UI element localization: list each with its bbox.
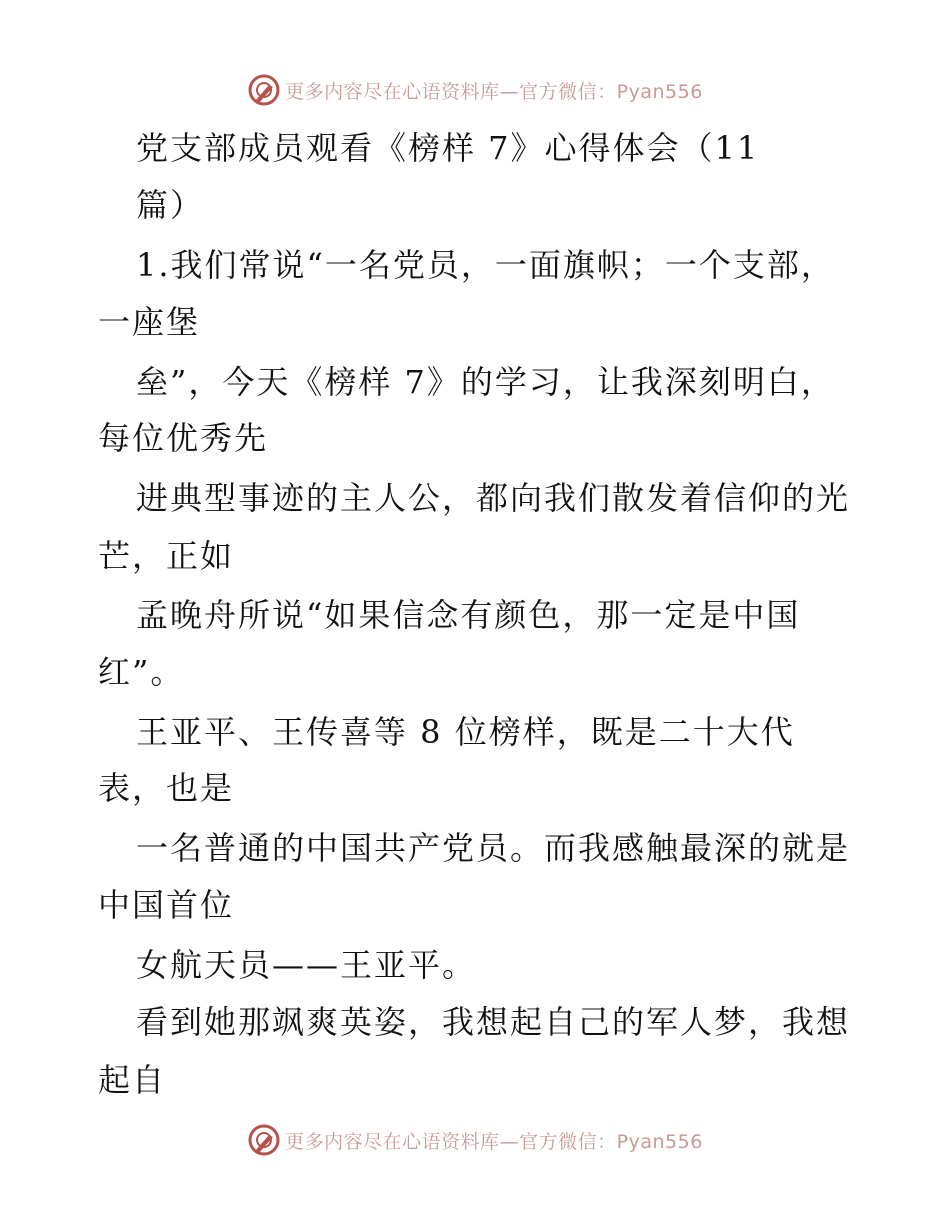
paragraph-line: 一名普通的中国共产党员。而我感触最深的就是 bbox=[136, 829, 851, 867]
paragraph-line: 每位优秀先 bbox=[98, 419, 269, 457]
paragraph-line: 一座堡 bbox=[98, 303, 201, 341]
paragraph-line: 孟晚舟所说“如果信念有颜色，那一定是中国 bbox=[136, 596, 801, 634]
paragraph-line: 进典型事迹的主人公，都向我们散发着信仰的光 bbox=[136, 479, 851, 517]
paragraph-line: 中国首位 bbox=[98, 886, 235, 924]
paragraph-line: 看到她那飒爽英姿，我想起自己的军人梦，我想 bbox=[136, 1003, 851, 1041]
paragraph-line: 芒，正如 bbox=[98, 537, 235, 575]
pen-logo-icon bbox=[247, 1123, 281, 1157]
paragraph-line: 红”。 bbox=[98, 653, 185, 691]
watermark-text: 更多内容尽在心语资料库—官方微信：Pyan556 bbox=[285, 1130, 703, 1153]
paragraph-line: 王亚平、王传喜等 8 位榜样，既是二十大代 bbox=[136, 713, 795, 751]
footer-watermark bbox=[0, 1120, 950, 1160]
watermark-text: 更多内容尽在心语资料库—官方微信：Pyan556 bbox=[285, 80, 703, 103]
paragraph-line: 女航天员——王亚平。 bbox=[136, 946, 477, 984]
paragraph-line: 1.我们常说“一名党员，一面旗帜；一个支部， bbox=[136, 246, 835, 284]
document-title-line-2: 篇） bbox=[136, 186, 205, 224]
paragraph-line: 表，也是 bbox=[98, 769, 235, 807]
document-title-line-1: 党支部成员观看《榜样 7》心得体会（11 bbox=[136, 129, 760, 167]
paragraph-line: 垒”，今天《榜样 7》的学习，让我深刻明白， bbox=[136, 363, 835, 401]
paragraph-line: 起自 bbox=[98, 1061, 167, 1099]
